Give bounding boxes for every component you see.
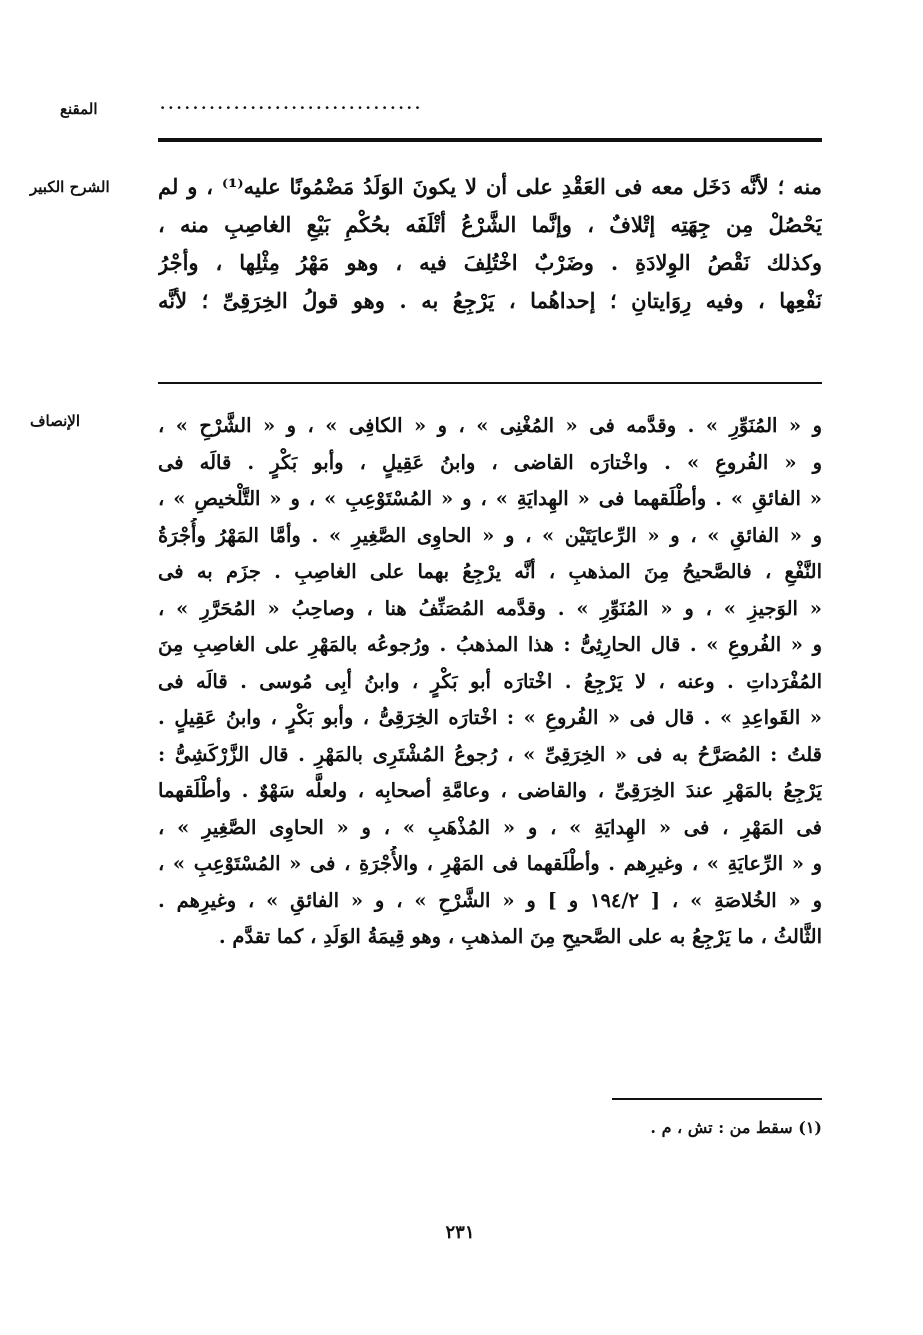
running-title: المقنع — [60, 100, 98, 118]
insaf-line: الثَّالثُ ، ما يَرْجِعُ به على الصَّحيحِ مِنَ المذهبِ ، وهو قِيمَةُ الوَلَدِ ، كما تقدَّم . — [218, 925, 822, 948]
insaf-line: النَّفْعِ ، فالصَّحيحُ مِنَ المذهبِ ، أنَّه يرْجِعُ بهما على الغاصِبِ . جزَم به فى — [158, 560, 822, 583]
insaf-line: « الفائقِ » . وأطْلَقهما فى « الهِدايَةِ » ، و « المُسْتَوْعِبِ » ، و « التَّلْخيصِ » ، — [158, 487, 822, 510]
sharh-line: نَفْعِها ، وفيه رِوَايتانِ ؛ إحداهُما ، يَرْجِعُ به . وهو قولُ الخِرَقِىِّ ؛ لأنَّه — [158, 288, 822, 313]
insaf-line: و « الرِّعايَةِ » ، وغيرِهم . وأطْلَقهما فى المَهْرِ ، والأُجْرَةِ ، فى « المُسْتَوْعِبِ » ، — [158, 852, 822, 875]
header-rule — [158, 138, 822, 142]
sharh-line: منه ؛ لأنَّه دَخَل معه فى العَقْدِ على أن لا يكونَ الوَلَدُ مَضْمُونًا عليه⁽¹⁾ ، و لم — [158, 174, 822, 199]
insaf-line: و « المُنَوِّرِ » . وقدَّمه فى « المُغْنِى » ، و « الكافِى » ، و « الشَّرْحِ » ، — [158, 414, 822, 437]
insaf-line: يَرْجِعُ بالمَهْرِ عندَ الخِرَقِىِّ ، والقاضى ، وعامَّةِ أصحابِه ، ولعلَّه سَهْوٌ . وأطْلَقهما — [158, 779, 822, 802]
side-label-sharh: الشرح الكبير — [30, 178, 110, 196]
insaf-line: فى المَهْرِ ، فى « الهِدايَةِ » ، و « المُذْهَبِ » ، و « الحاوِى الصَّغِيرِ » ، — [158, 815, 822, 839]
dot-leader: ................................ — [160, 95, 424, 113]
footnote-rule — [612, 1098, 822, 1100]
insaf-line: و « الفائقِ » ، و « الرِّعايَتَيْن » ، و « الحاوِى الصَّغِيرِ » . وأمَّا المَهْرُ وأُجْرَةُ — [158, 523, 822, 547]
sharh-line: وكذلك نَقْصُ الوِلادَةِ . وضَرْبٌ اخْتُلِفَ فيه ، وهو مَهْرُ مِثْلِها ، وأجْرُ — [158, 250, 822, 275]
footnote: (١) سقط من : تش ، م . — [650, 1118, 822, 1137]
insaf-line: و « الفُروعِ » . قال الحارِثِىُّ : هذا المذهبُ . ورُجوعُه بالمَهْرِ على الغاصِبِ مِنَ — [158, 633, 822, 656]
page-number: ٢٣١ — [445, 1222, 475, 1243]
sharh-text-block — [158, 168, 822, 320]
insaf-line: و « الخُلاصَةِ » ، [ ١٩٤/٢ و ] و « الشَّرْحِ » ، و « الفائقِ » ، وغيرِهم . — [158, 888, 822, 912]
insaf-text-block — [158, 408, 822, 956]
side-label-insaf: الإنصاف — [30, 412, 81, 430]
insaf-line: « الوَجيزِ » ، و « المُنَوِّرِ » . وقدَّمه المُصَنِّفُ هنا ، وصاحِبُ « المُحَرَّرِ » ، — [158, 596, 822, 620]
insaf-line: و « الفُروعِ » . واخْتارَه القاضى ، وابنُ عَقِيلٍ ، وأبو بَكْرٍ . قالَه فى — [158, 450, 822, 474]
insaf-line: قلتُ : المُصَرَّحُ به فى « الخِرَقِىِّ » ، رُجوعُ المُشْتَرِى بالمَهْرِ . قال الزَّرْكَشِىُّ : — [158, 742, 822, 766]
insaf-line: المُفْرَداتِ . وعنه ، لا يَرْجِعُ . اخْتارَه أبو بَكْرٍ ، وابنُ أبِى مُوسى . قالَه فى — [158, 669, 822, 693]
insaf-line: « القَواعِدِ » . قال فى « الفُروعِ » : اخْتارَه الخِرَقِىُّ ، وأبو بَكْرٍ ، وابنُ عَقِيلٍ . — [158, 706, 822, 729]
section-divider — [158, 382, 822, 384]
sharh-line: يَحْصُلْ مِن جِهَتِه إتْلافٌ ، وإنَّما الشَّرْعُ أتْلَفَه بحُكْمِ بَيْعِ الغاصِبِ منه ، — [158, 212, 822, 237]
